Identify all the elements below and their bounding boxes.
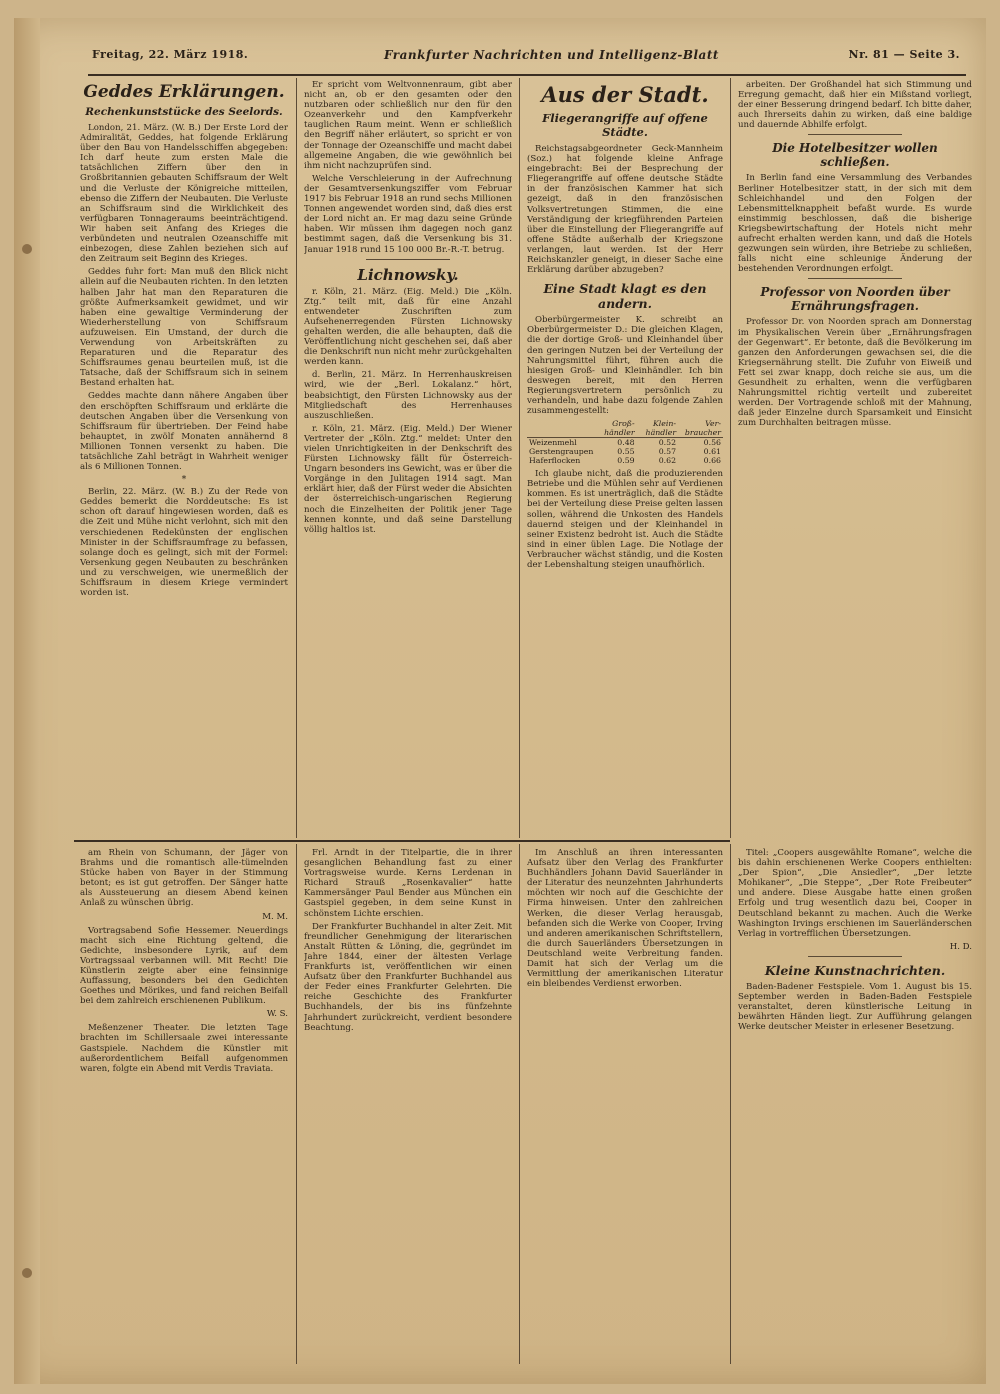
article-paragraph: r. Köln, 21. März. (Eig. Meld.) Der Wiener Vertreter der „Köln. Ztg.“ meldet: Unter den vielen Unrichtigkeiten in der Denkschrift des Fürsten Lichnowsky fällt für Österreich-Ungarn besonders ins Gewicht, was er über die Vorgänge in den Julitagen 1914 sagt. Man erklärt hier, daß der Fürst weder die Absichten der österreichisch-ungarischen Regierung noch die Einzelheiten der Politik jener Tage kennen konnte, und daß seine Darstellung völlig haltlos ist. <box>304 423 512 535</box>
price-table <box>527 419 723 465</box>
author-signature: H. D. <box>949 941 972 952</box>
table-row <box>527 456 723 465</box>
binding-hole <box>22 244 32 254</box>
binding-hole <box>22 1268 32 1278</box>
header-page-number: Nr. 81 — Seite 3. <box>848 48 960 61</box>
section-title: Aus der Stadt. <box>541 82 709 107</box>
article-paragraph: Ich glaube nicht, daß die produzierenden Betriebe und die Mühlen sehr auf Verdienen kommen. Es ist unerträglich, daß die Städte bei der Verteilung diese Preise gelten lassen sollen, während die Unkosten des Handels dauernd steigen und der Kleinhandel in seiner Existenz bedroht ist. Auch die Städte sind in einer üblen Lage. Die Notlage der Verbraucher wächst ständig, und die Kosten der Lebenshaltung steigen unaufhörlich. <box>527 469 723 570</box>
separator-star: * <box>181 475 187 486</box>
column-geddes <box>80 80 288 836</box>
table-header <box>527 419 595 438</box>
table-cell: 0.57 <box>658 447 677 457</box>
article-paragraph: Er spricht vom Weltvonnenraum, gibt aber nicht an, ob er den gesamten oder den nutzbaren oder schließlich nur den für den Ozeanverkehr und den Kampfverkehr tauglichen Raum meint. Wenn er schließlich den Begriff näher erläutert, so spricht er von der Tonnage der Ozeanschiffe und macht dabei allgemeine Angaben, die wie gewöhnlich bei ihm nicht nachzuprüfen sind. <box>304 80 512 171</box>
article-paragraph: Berlin, 22. März. (W. B.) Zu der Rede von Geddes bemerkt die Norddeutsche: Es ist schon oft darauf hingewiesen worden, daß es die Zeit und Mühe nicht verlohnt, sich mit den verschiedenen Redekünsten der englischen Minister in der Schiffsraumfrage zu befassen, solange doch es gelingt, sich mit der Formel: Versenkung gegen Neubauten zu beschränken und zu verschweigen, wie unermeßlich der Schiffsraum in diesem Kriege vermindert worden ist. <box>80 487 288 599</box>
article-paragraph: Meßenzener Theater. Die letzten Tage brachten im Schillersaale zwei interessante Gastspiele. Nachdem die Künstler mit außerordentlichem Beifall aufgenommen waren, folgte ein Abend mit Verdis Traviata. <box>80 1023 288 1074</box>
article-paragraph: Geddes machte dann nähere Angaben über den erschöpften Schiffsraum und erklärte die deutschen Angaben über die Versenkung von Schiffsraum für übertrieben. Der Feind habe behauptet, in zwölf Monaten annähernd 8 Millionen Tonnen versenkt zu haben. Die tatsächliche Zahl beträgt in Wahrheit weniger als 6 Millionen Tonnen. <box>80 391 288 473</box>
article-title: Eine Stadt klagt es den andern. <box>543 281 707 312</box>
table-cell: 0.59 <box>617 456 635 466</box>
author-signature: M. M. <box>262 911 288 922</box>
table-cell: 0.61 <box>703 447 721 457</box>
feuilleton-column-3 <box>527 848 723 1358</box>
divider <box>808 134 902 135</box>
table-row <box>527 438 723 448</box>
table-header: Groß-händler <box>595 419 636 438</box>
article-paragraph: Der Frankfurter Buchhandel in alter Zeit. Mit freundlicher Genehmigung der literarischen Anstalt Rütten & Löning, die, gegründet im Jahre 1844, einer der ältesten Verlage Frankfurts ist, veröffentlichen wir einen Aufsatz über den Frankfurter Buchhandel aus der Feder eines Frankfurter Gelehrten. Die reiche Geschichte des Frankfurter Buchhandels, der bis ins fünfzehnte Jahrhundert zurückreicht, verdient besondere Beachtung. <box>304 921 512 1033</box>
article-paragraph: Professor Dr. von Noorden sprach am Donnerstag im Physikalischen Verein über „Ernährungsfragen der Gegenwart“. Er betonte, daß die Bevölkerung im ganzen den Anforderungen gewachsen sei, die die Kriegsernährung stellt. Die Zufuhr von Eiweiß und Fett sei zwar knapp, doch reiche sie aus, um die Gesundheit zu erhalten, wenn die verfügbaren Nahrungsmittel richtig verteilt und zubereitet werden. Der Vortragende schloß mit der Mahnung, daß jeder Einzelne durch Sparsamkeit und Einsicht zum Durchhalten beitragen müsse. <box>738 317 972 429</box>
author-signature: W. S. <box>266 1009 288 1020</box>
table-cell: Weizenmehl <box>529 438 577 448</box>
article-paragraph: Baden-Badener Festspiele. Vom 1. August bis 15. September werden in Baden-Baden Festspiele veranstaltet, deren künstlerische Leitung in bewährten Händen liegt. Zur Aufführung gelangen Werke deutscher Meister in erlesener Besetzung. <box>738 981 972 1033</box>
article-paragraph: In Berlin fand eine Versammlung des Verbandes Berliner Hotelbesitzer statt, in der sich mit dem Schleichhandel und den Folgen der Lebensmittelknappheit befaßt wurde. Es wurde einstimmig beschlossen, daß die bisherige Kriegsbewirtschaftung der Hotels nicht mehr aufrecht erhalten werden kann, und daß die Hotels gezwungen sein würden, ihre Betriebe zu schließen, falls nicht eine schleunige Änderung der bestehenden Verordnungen erfolgt. <box>738 173 972 275</box>
article-paragraph: am Rhein von Schumann, der Jäger von Brahms und die romantisch alle-tümelnden Stücke haben von Bayer in der Stimmung betont; es ist gut getroffen. Der Sänger hatte als Aussteuerung an diesem Abend keinen Anlaß zu wünschen übrig. <box>80 848 288 909</box>
table-cell: 0.56 <box>703 438 721 448</box>
article-title: Kleine Kunstnachrichten. <box>764 962 946 978</box>
article-paragraph: Welche Verschleierung in der Aufrechnung der Gesamtversenkungsziffer vom Februar 1917 bis Februar 1918 an rund sechs Millionen Tonnen angewendet worden sind, daß dies erst der Lord nicht an. Er mag dazu seine Gründe haben. Wir müssen ihm dagegen noch ganz bestimmt sagen, daß die Versenkung bis 31. Januar 1918 rund 15 100 000 Br.-R.-T. betrug. <box>304 173 512 255</box>
article-paragraph: Reichstagsabgeordneter Geck-Mannheim (Soz.) hat folgende kleine Anfrage eingebracht: Bei der Besprechung der Fliegerangriffe auf offene deutsche Städte in der französischen Kammer hat sich gezeigt, daß in den französischen Volksvertretungen Stimmen, die eine Verständigung der kriegführenden Parteien über die Einstellung der Fliegerangriffe auf offene Städte außerhalb der Kriegszone verlangen, laut werden. Ist der Herr Reichskanzler geneigt, in dieser Sache eine Erklärung darüber abzugeben? <box>527 144 723 276</box>
column-aus-der-stadt <box>527 80 723 836</box>
table-cell: 0.48 <box>617 438 635 448</box>
column-rule <box>730 844 731 1364</box>
article-paragraph: d. Berlin, 21. März. In Herrenhauskreisen wird, wie der „Berl. Lokalanz.“ hört, beabsichtigt, den Fürsten Lichnowsky aus der Mitgliedschaft des Herrenhauses auszuschließen. <box>304 370 512 421</box>
article-paragraph: Frl. Arndt in der Titelpartie, die in ihrer gesanglichen Behandlung fast zu einer Vortragsweise wurde. Kerns Lerdenan in Richard Strauß „Rosenkavalier“ hatte Kammersänger Paul Bender aus München ein Gastspiel gegeben, in dem seine Kunst in schönstem Lichte erschien. <box>304 848 512 919</box>
article-paragraph: Titel: „Coopers ausgewählte Romane“, welche die bis dahin erschienenen Werke Coopers enthielten: „Der Spion“, „Die Ansiedler“, „Der letzte Mohikaner“, „Die Steppe“, „Der Rote Freibeuter“ und andere. Diese Ausgabe hatte einen großen Erfolg und trug wesentlich dazu bei, Cooper in Deutschland bekannt zu machen. Auch die Werke Washington Irvings erschienen im Sauerländerschen Verlag in vortrefflichen Übersetzungen. <box>738 848 972 939</box>
column-rule <box>296 844 297 1364</box>
table-row <box>527 447 723 456</box>
divider <box>808 956 902 957</box>
feuilleton-column-2 <box>304 848 512 1358</box>
table-cell: Gerstengraupen <box>529 447 594 457</box>
header-masthead: Frankfurter Nachrichten und Intelligenz-Blatt <box>384 48 719 62</box>
article-paragraph: arbeiten. Der Großhandel hat sich Stimmung und Erregung gemacht, daß hier ein Mißstand vorliegt, der einer Besserung dringend bedarf. Ich bitte daher, auch Ihrerseits dahin zu wirken, daß eine baldige und dauernde Abhilfe erfolgt. <box>738 80 972 131</box>
section-rule <box>74 840 730 842</box>
article-paragraph: Im Anschluß an ihren interessanten Aufsatz über den Verlag des Frankfurter Buchhändlers Johann David Sauerländer in der Literatur des neunzehnten Jahrhunderts möchten wir noch auf die Geschichte der Firma hinweisen. Unter den zahlreichen Werken, die dieser Verlag herausgab, befanden sich die Werke von Cooper, Irving und anderen amerikanischen Schriftstellern, die durch Sauerländers Übersetzungen in Deutschland weite Verbreitung fanden. Damit hat sich der Verlag um die Vermittlung der amerikanischen Literatur ein bleibendes Verdienst erworben. <box>527 848 723 990</box>
article-paragraph: London, 21. März. (W. B.) Der Erste Lord der Admiralität, Geddes, hat folgende Erklärung über den Bau von Handelsschiffen abgegeben: Ich darf heute zum ersten Male die tatsächlichen Ziffern über den in Großbritannien gebauten Schiffsraum der Welt und die Verluste der Königreiche mitteilen, ebenso die Ziffern der Neubauten. Die Verluste an Schiffsraum sind die Wirklichkeit des verfügbaren Tonnageraums beeinträchtigend. Wir haben seit Anfang des Krieges die verbündeten und neutralen Ozeanschiffe mit einbezogen, diese Zahlen beziehen sich auf den Zeitraum seit Beginn des Krieges. <box>80 123 288 265</box>
table-cell: 0.66 <box>703 456 721 466</box>
article-title: Professor von Noorden über Ernährungsfragen. <box>760 285 950 314</box>
feuilleton-column-1 <box>80 848 288 1358</box>
article-title: Die Hotelbesitzer wollen schließen. <box>772 141 938 170</box>
column-rule <box>730 78 731 838</box>
divider <box>366 259 449 260</box>
table-header: Klein-händler <box>637 419 678 438</box>
header-date: Freitag, 22. März 1918. <box>92 48 249 61</box>
newspaper-page <box>14 18 986 1384</box>
table-cell: 0.62 <box>658 456 677 466</box>
column-hotel-noorden <box>738 80 972 836</box>
binding-edge <box>14 18 40 1384</box>
article-title: Geddes Erklärungen. <box>83 82 285 102</box>
table-cell: 0.55 <box>617 447 635 457</box>
table-cell: Haferflocken <box>529 456 581 466</box>
divider <box>808 278 902 279</box>
article-title: Lichnowsky. <box>357 265 459 284</box>
column-rule <box>519 844 520 1364</box>
column-rule <box>519 78 520 838</box>
feuilleton-column-4 <box>738 848 972 1358</box>
header-rule <box>88 74 966 76</box>
column-rule <box>296 78 297 838</box>
article-paragraph: Oberbürgermeister K. schreibt an Oberbürgermeister D.: Die gleichen Klagen, die der dortige Groß- und Kleinhandel über den geringen Nutzen bei der Verteilung der Nahrungsmittel führt, führen auch die hiesigen Groß- und Kleinhändler. Ich bin deswegen bereit, mit den Herren Regierungsvertretern persönlich zu verhandeln, und habe dazu folgende Zahlen zusammengestellt: <box>527 315 723 417</box>
article-paragraph: Vortragsabend Sofie Hessemer. Neuerdings macht sich eine Richtung geltend, die Gedichte, insbesondere Lyrik, auf dem Vortragssaal verbannen will. Mit Recht! Die Künstlerin zeigte aber eine feinsinnige Auffassung, besonders bei den Gedichten Goethes und Mörikes, und fand reichen Beifall bei dem zahlreich erschienenen Publikum. <box>80 925 288 1007</box>
table-header: Ver-braucher <box>678 419 723 438</box>
article-subtitle: Fliegerangriffe auf offene Städte. <box>542 111 708 139</box>
table-cell: 0.52 <box>658 438 677 448</box>
article-paragraph: r. Köln, 21. März. (Eig. Meld.) Die „Köln. Ztg.“ teilt mit, daß für eine Anzahl entwendeter Zuschriften zum Aufsehenerregenden Fürsten Lichnowsky gehalten werden, die alle behaupten, daß die Veröffentlichung nicht geschehen sei, daß aber die Denkschrift nun nicht mehr zurückgehalten werden kann. <box>304 286 512 368</box>
column-lichnowsky <box>304 80 512 836</box>
article-subtitle: Rechenkunststücke des Seelords. <box>85 106 283 118</box>
article-paragraph: Geddes fuhr fort: Man muß den Blick nicht allein auf die Neubauten richten. In den letzten halben Jahr hat man den Reparaturen die größte Aufmerksamkeit gewidmet, und wir haben eine gewaltige Verminderung der Wiederherstellung von Schiffsraum aufzuweisen. Ein Umstand, der durch die Verwendung von Arbeitskräften zu Reparaturen und die Reparatur des Schiffsraumes genau beurteilen muß, ist die Tatsache, daß der Schiffsraum sich in seinem Bestand erhalten hat. <box>80 267 288 389</box>
